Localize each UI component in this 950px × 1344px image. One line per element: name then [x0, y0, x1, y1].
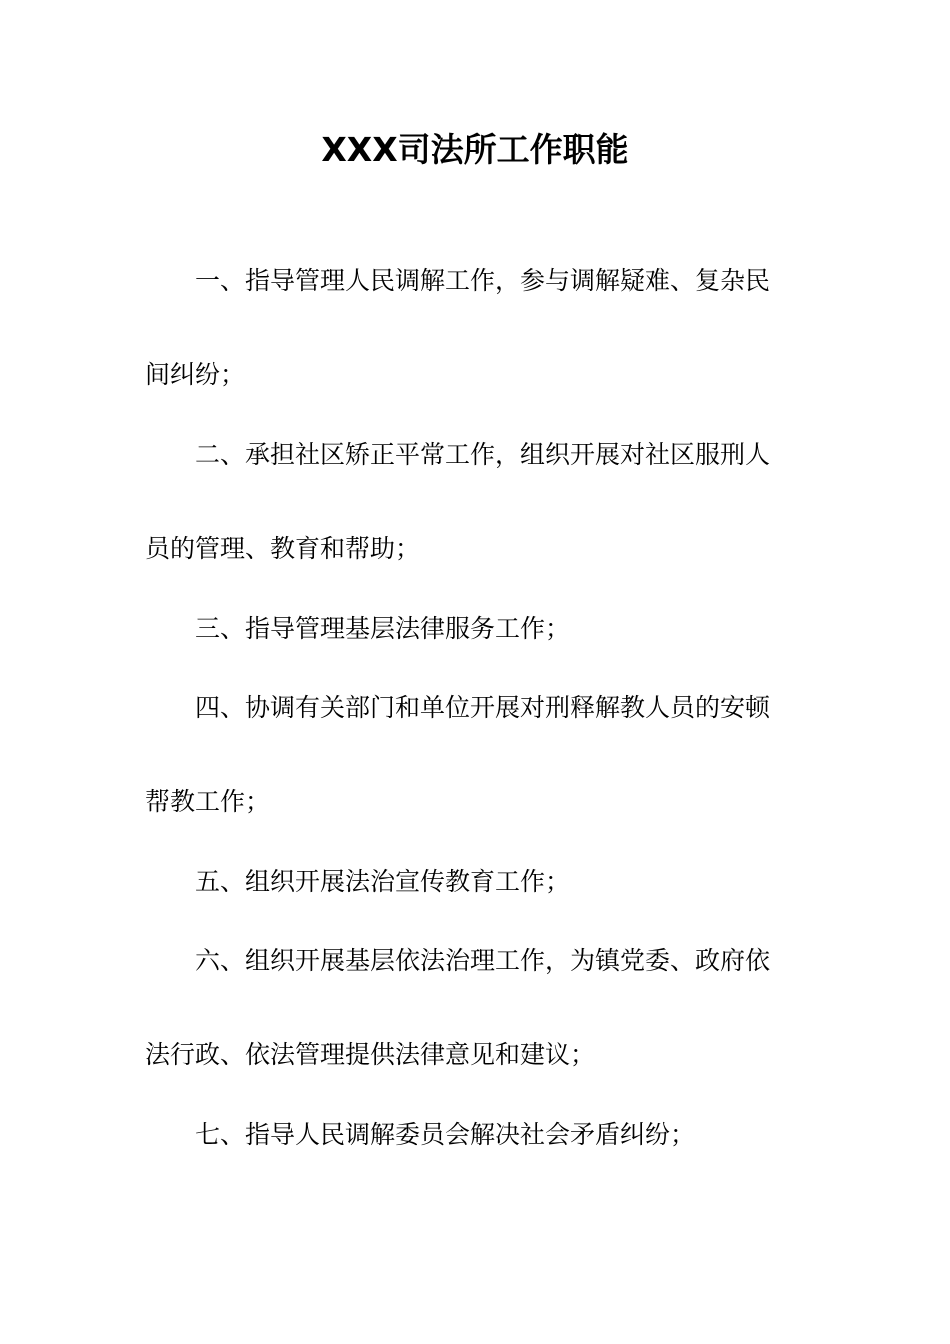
duty-item-7-line-1: 七、指导人民调解委员会解决社会矛盾纠纷； — [195, 1120, 696, 1149]
duty-item-6-line-2: 法行政、依法管理提供法律意见和建议； — [145, 1040, 596, 1069]
page-title: XXX司法所工作职能 — [321, 130, 629, 169]
duty-item-5-line-1: 五、组织开展法治宣传教育工作； — [195, 867, 571, 896]
duty-item-1-line-2: 间纠纷； — [145, 360, 246, 389]
duty-item-2-line-1: 二、承担社区矫正平常工作，组织开展对社区服刑人 — [195, 440, 771, 469]
duty-item-1-line-1: 一、指导管理人民调解工作，参与调解疑难、复杂民 — [195, 266, 771, 295]
duty-item-6-line-1: 六、组织开展基层依法治理工作，为镇党委、政府依 — [195, 946, 771, 975]
duty-item-4-line-2: 帮教工作； — [145, 787, 271, 816]
duty-item-2-line-2: 员的管理、教育和帮助； — [145, 534, 421, 563]
duty-item-3-line-1: 三、指导管理基层法律服务工作； — [195, 614, 571, 643]
duty-item-4-line-1: 四、协调有关部门和单位开展对刑释解教人员的安顿 — [195, 693, 771, 722]
